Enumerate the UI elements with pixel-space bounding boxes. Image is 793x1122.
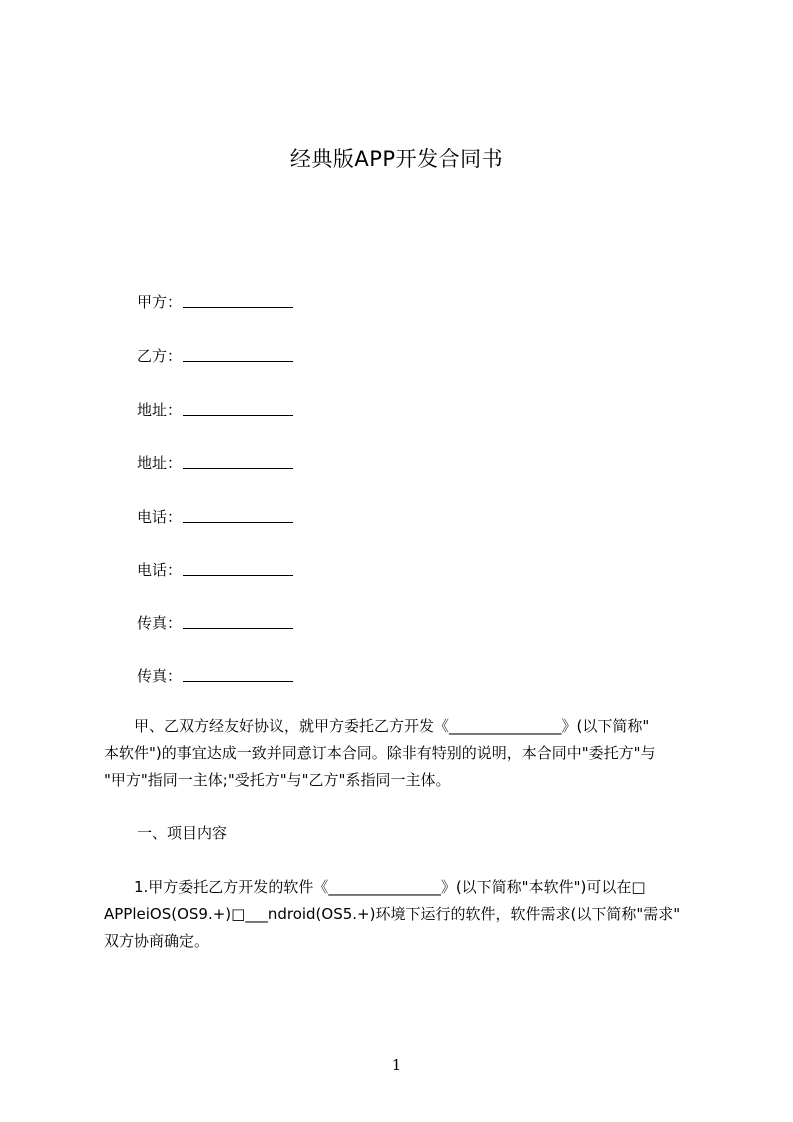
- phone-a-blank: [183, 507, 293, 523]
- phone-b-field: [137, 560, 293, 580]
- party-a-blank: [183, 292, 293, 308]
- intro-line-3: "甲方"指同一主体;"受托方"与"乙方"系指同一主体。: [104, 771, 451, 789]
- party-b-label: 乙方：: [137, 347, 183, 365]
- party-a-field: [137, 292, 293, 312]
- document-title: 经典版APP开发合同书: [289, 147, 504, 171]
- intro-line-2: 本软件")的事宜达成一致并同意订本合同。除非有特别的说明，本合同中"委托方"与: [104, 744, 656, 762]
- item-1-line-1: 1.甲方委托乙方开发的软件《_______________》(以下简称"本软件")可以在□: [104, 878, 646, 896]
- phone-a-field: [137, 507, 293, 527]
- phone-a-label: 电话：: [137, 508, 183, 526]
- address-a-field: [137, 400, 293, 420]
- fax-b-blank: [183, 666, 293, 682]
- fax-b-field: [137, 666, 293, 686]
- phone-b-label: 电话：: [137, 561, 183, 579]
- item-1-paragraph: [104, 874, 704, 955]
- party-b-field: [137, 346, 293, 366]
- page-number: 1: [391, 1056, 402, 1074]
- item-1-line-3: 双方协商确定。: [104, 932, 210, 950]
- address-a-label: 地址：: [137, 401, 183, 419]
- address-b-field: [137, 453, 293, 473]
- party-b-blank: [183, 346, 293, 362]
- fax-a-blank: [183, 613, 293, 629]
- phone-b-blank: [183, 560, 293, 576]
- fax-a-label: 传真：: [137, 614, 183, 632]
- item-1-line-2: APPleiOS(OS9.+)□___ndroid(OS5.+)环境下运行的软件，软件需求(以下简称"需求": [104, 905, 681, 923]
- address-a-blank: [183, 400, 293, 416]
- intro-paragraph: [104, 713, 704, 794]
- fax-a-field: [137, 613, 293, 633]
- intro-line-1: 甲、乙双方经友好协议，就甲方委托乙方开发《_______________》(以下简称": [104, 717, 650, 735]
- address-b-label: 地址：: [137, 454, 183, 472]
- section-heading: 一、项目内容: [137, 824, 228, 842]
- address-b-blank: [183, 453, 293, 469]
- fax-b-label: 传真：: [137, 667, 183, 685]
- party-a-label: 甲方：: [137, 293, 183, 311]
